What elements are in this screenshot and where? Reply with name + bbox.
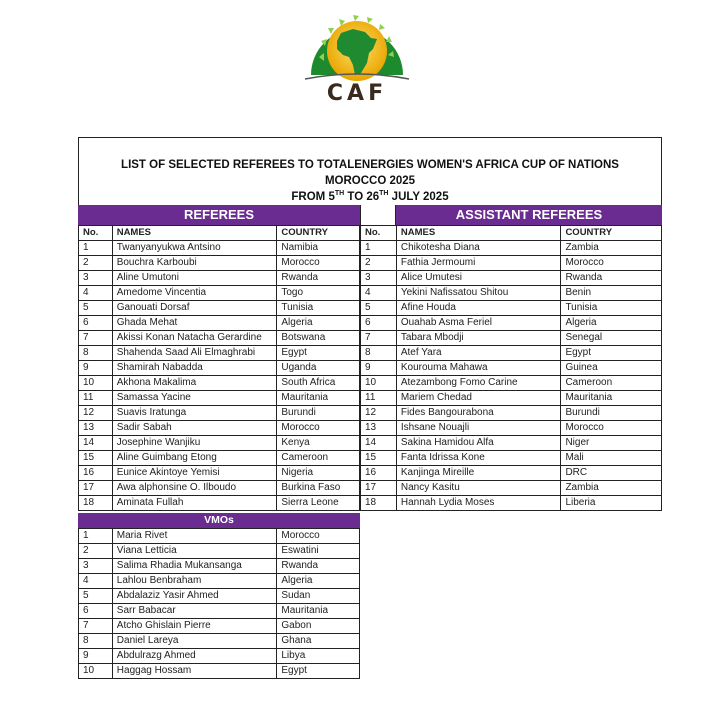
row-number: 1	[361, 241, 397, 256]
assistant-referees-table	[360, 225, 662, 511]
person-name: Sakina Hamidou Alfa	[396, 436, 561, 451]
person-name: Viana Letticia	[112, 544, 277, 559]
country: Cameroon	[561, 376, 662, 391]
person-name: Josephine Wanjiku	[112, 436, 277, 451]
assistant-referees-heading: ASSISTANT REFEREES	[396, 205, 662, 225]
table-row	[79, 544, 360, 559]
country: Kenya	[277, 436, 360, 451]
table-row	[79, 391, 360, 406]
row-number: 18	[79, 496, 113, 511]
table-row	[79, 286, 360, 301]
country: Egypt	[277, 664, 360, 679]
country: Mauritania	[277, 391, 360, 406]
row-number: 7	[79, 331, 113, 346]
country: Algeria	[277, 574, 360, 589]
row-number: 16	[79, 466, 113, 481]
row-number: 6	[79, 604, 113, 619]
country: Egypt	[277, 346, 360, 361]
row-number: 3	[79, 271, 113, 286]
row-number: 8	[79, 346, 113, 361]
caf-logo	[297, 5, 417, 105]
person-name: Yekini Nafissatou Shitou	[396, 286, 561, 301]
table-row	[79, 529, 360, 544]
country: Libya	[277, 649, 360, 664]
table-row	[361, 421, 662, 436]
document-subtitle: MOROCCO 2025	[324, 175, 416, 187]
person-name: Akhona Makalima	[112, 376, 277, 391]
country: Morocco	[561, 421, 662, 436]
row-number: 3	[79, 559, 113, 574]
row-number: 10	[79, 376, 113, 391]
person-name: Mariem Chedad	[396, 391, 561, 406]
document-title: LIST OF SELECTED REFEREES TO TOTALENERGIES WOMEN'S AFRICA CUP OF NATIONS	[121, 159, 619, 171]
person-name: Sadir Sabah	[112, 421, 277, 436]
person-name: Eunice Akintoye Yemisi	[112, 466, 277, 481]
country: Zambia	[561, 241, 662, 256]
row-number: 13	[361, 421, 397, 436]
country: Niger	[561, 436, 662, 451]
table-row	[79, 271, 360, 286]
country: South Africa	[277, 376, 360, 391]
table-row	[361, 436, 662, 451]
row-number: 14	[361, 436, 397, 451]
row-number: 10	[361, 376, 397, 391]
table-row	[79, 241, 360, 256]
row-number: 4	[361, 286, 397, 301]
country: Liberia	[561, 496, 662, 511]
person-name: Chikotesha Diana	[396, 241, 561, 256]
column-header-no: No.	[79, 226, 113, 241]
country: Sudan	[277, 589, 360, 604]
person-name: Afine Houda	[396, 301, 561, 316]
table-row	[361, 331, 662, 346]
row-number: 15	[361, 451, 397, 466]
country: Guinea	[561, 361, 662, 376]
table-row	[79, 256, 360, 271]
country: Gabon	[277, 619, 360, 634]
row-number: 9	[79, 361, 113, 376]
country: Mali	[561, 451, 662, 466]
country: Algeria	[561, 316, 662, 331]
person-name: Aminata Fullah	[112, 496, 277, 511]
row-number: 9	[79, 649, 113, 664]
person-name: Shahenda Saad Ali Elmaghrabi	[112, 346, 277, 361]
table-row	[361, 466, 662, 481]
row-number: 5	[361, 301, 397, 316]
row-number: 8	[361, 346, 397, 361]
country: Burundi	[277, 406, 360, 421]
person-name: Sarr Babacar	[112, 604, 277, 619]
table-row	[79, 436, 360, 451]
table-row	[361, 391, 662, 406]
person-name: Suavis Iratunga	[112, 406, 277, 421]
person-name: Aline Umutoni	[112, 271, 277, 286]
country: Ghana	[277, 634, 360, 649]
column-header-no: No.	[361, 226, 397, 241]
table-row	[79, 466, 360, 481]
person-name: Akissi Konan Natacha Gerardine	[112, 331, 277, 346]
row-number: 5	[79, 301, 113, 316]
table-row	[79, 406, 360, 421]
table-row	[361, 451, 662, 466]
person-name: Kourouma Mahawa	[396, 361, 561, 376]
column-header-names: NAMES	[112, 226, 277, 241]
person-name: Atcho Ghislain Pierre	[112, 619, 277, 634]
row-number: 16	[361, 466, 397, 481]
country: Burkina Faso	[277, 481, 360, 496]
country: Algeria	[277, 316, 360, 331]
person-name: Hannah Lydia Moses	[396, 496, 561, 511]
table-row	[79, 634, 360, 649]
referees-header-row	[79, 226, 360, 241]
row-number: 6	[361, 316, 397, 331]
table-row	[79, 376, 360, 391]
row-number: 11	[79, 391, 113, 406]
table-row	[361, 361, 662, 376]
country: Cameroon	[277, 451, 360, 466]
person-name: Aline Guimbang Etong	[112, 451, 277, 466]
assistant-referees-header-row	[361, 226, 662, 241]
referees-heading: REFEREES	[78, 205, 360, 225]
row-number: 1	[79, 529, 113, 544]
person-name: Ganouati Dorsaf	[112, 301, 277, 316]
person-name: Daniel Lareya	[112, 634, 277, 649]
person-name: Alice Umutesi	[396, 271, 561, 286]
person-name: Fanta Idrissa Kone	[396, 451, 561, 466]
row-number: 2	[361, 256, 397, 271]
person-name: Maria Rivet	[112, 529, 277, 544]
person-name: Ghada Mehat	[112, 316, 277, 331]
row-number: 2	[79, 256, 113, 271]
table-row	[79, 331, 360, 346]
person-name: Bouchra Karboubi	[112, 256, 277, 271]
country: Morocco	[561, 256, 662, 271]
vmos-heading: VMOs	[78, 513, 360, 528]
country: Egypt	[561, 346, 662, 361]
table-row	[79, 589, 360, 604]
column-header-country: COUNTRY	[561, 226, 662, 241]
table-row	[79, 559, 360, 574]
row-number: 2	[79, 544, 113, 559]
referees-table	[78, 225, 360, 511]
table-row	[79, 604, 360, 619]
table-row	[79, 481, 360, 496]
row-number: 14	[79, 436, 113, 451]
caf-logo-text: CAF	[326, 81, 388, 106]
row-number: 11	[361, 391, 397, 406]
person-name: Salima Rhadia Mukansanga	[112, 559, 277, 574]
table-row	[79, 301, 360, 316]
row-number: 17	[361, 481, 397, 496]
person-name: Haggag Hossam	[112, 664, 277, 679]
country: Rwanda	[277, 559, 360, 574]
country: Benin	[561, 286, 662, 301]
table-row	[361, 241, 662, 256]
person-name: Shamirah Nabadda	[112, 361, 277, 376]
person-name: Atezambong Fomo Carine	[396, 376, 561, 391]
table-row	[79, 316, 360, 331]
country: Burundi	[561, 406, 662, 421]
vmos-table	[78, 528, 360, 679]
column-header-country: COUNTRY	[277, 226, 360, 241]
row-number: 18	[361, 496, 397, 511]
table-row	[79, 619, 360, 634]
country: Nigeria	[277, 466, 360, 481]
country: Eswatini	[277, 544, 360, 559]
table-row	[361, 301, 662, 316]
table-row	[79, 346, 360, 361]
row-number: 4	[79, 286, 113, 301]
table-row	[361, 406, 662, 421]
country: Botswana	[277, 331, 360, 346]
country: Mauritania	[561, 391, 662, 406]
row-number: 3	[361, 271, 397, 286]
person-name: Awa alphonsine O. Ilboudo	[112, 481, 277, 496]
person-name: Fathia Jermoumi	[396, 256, 561, 271]
row-number: 10	[79, 664, 113, 679]
country: Morocco	[277, 256, 360, 271]
country: Sierra Leone	[277, 496, 360, 511]
row-number: 12	[79, 406, 113, 421]
person-name: Nancy Kasitu	[396, 481, 561, 496]
country: Zambia	[561, 481, 662, 496]
country: Tunisia	[561, 301, 662, 316]
country: Uganda	[277, 361, 360, 376]
row-number: 6	[79, 316, 113, 331]
table-row	[361, 316, 662, 331]
country: Rwanda	[561, 271, 662, 286]
column-gap	[360, 205, 396, 225]
person-name: Amedome Vincentia	[112, 286, 277, 301]
row-number: 1	[79, 241, 113, 256]
country: Rwanda	[277, 271, 360, 286]
person-name: Ouahab Asma Feriel	[396, 316, 561, 331]
table-row	[79, 361, 360, 376]
person-name: Abdalaziz Yasir Ahmed	[112, 589, 277, 604]
row-number: 13	[79, 421, 113, 436]
country: Senegal	[561, 331, 662, 346]
table-row	[361, 286, 662, 301]
table-row	[79, 574, 360, 589]
row-number: 5	[79, 589, 113, 604]
country: Morocco	[277, 529, 360, 544]
table-row	[79, 421, 360, 436]
table-row	[361, 346, 662, 361]
table-row	[79, 451, 360, 466]
document-dates: FROM 5TH TO 26TH JULY 2025	[291, 190, 449, 203]
row-number: 7	[79, 619, 113, 634]
row-number: 12	[361, 406, 397, 421]
row-number: 4	[79, 574, 113, 589]
person-name: Twanyanyukwa Antsino	[112, 241, 277, 256]
table-row	[79, 496, 360, 511]
row-number: 8	[79, 634, 113, 649]
country: Tunisia	[277, 301, 360, 316]
table-row	[79, 649, 360, 664]
person-name: Tabara Mbodji	[396, 331, 561, 346]
table-row	[361, 376, 662, 391]
row-number: 9	[361, 361, 397, 376]
row-number: 15	[79, 451, 113, 466]
person-name: Samassa Yacine	[112, 391, 277, 406]
column-header-names: NAMES	[396, 226, 561, 241]
table-row	[361, 496, 662, 511]
table-row	[361, 481, 662, 496]
country: Morocco	[277, 421, 360, 436]
country: Mauritania	[277, 604, 360, 619]
person-name: Kanjinga Mireille	[396, 466, 561, 481]
person-name: Abdulrazg Ahmed	[112, 649, 277, 664]
country: Namibia	[277, 241, 360, 256]
country: DRC	[561, 466, 662, 481]
table-row	[79, 664, 360, 679]
person-name: Fides Bangourabona	[396, 406, 561, 421]
person-name: Ishsane Nouajli	[396, 421, 561, 436]
row-number: 7	[361, 331, 397, 346]
person-name: Atef Yara	[396, 346, 561, 361]
person-name: Lahlou Benbraham	[112, 574, 277, 589]
country: Togo	[277, 286, 360, 301]
row-number: 17	[79, 481, 113, 496]
table-row	[361, 256, 662, 271]
table-row	[361, 271, 662, 286]
